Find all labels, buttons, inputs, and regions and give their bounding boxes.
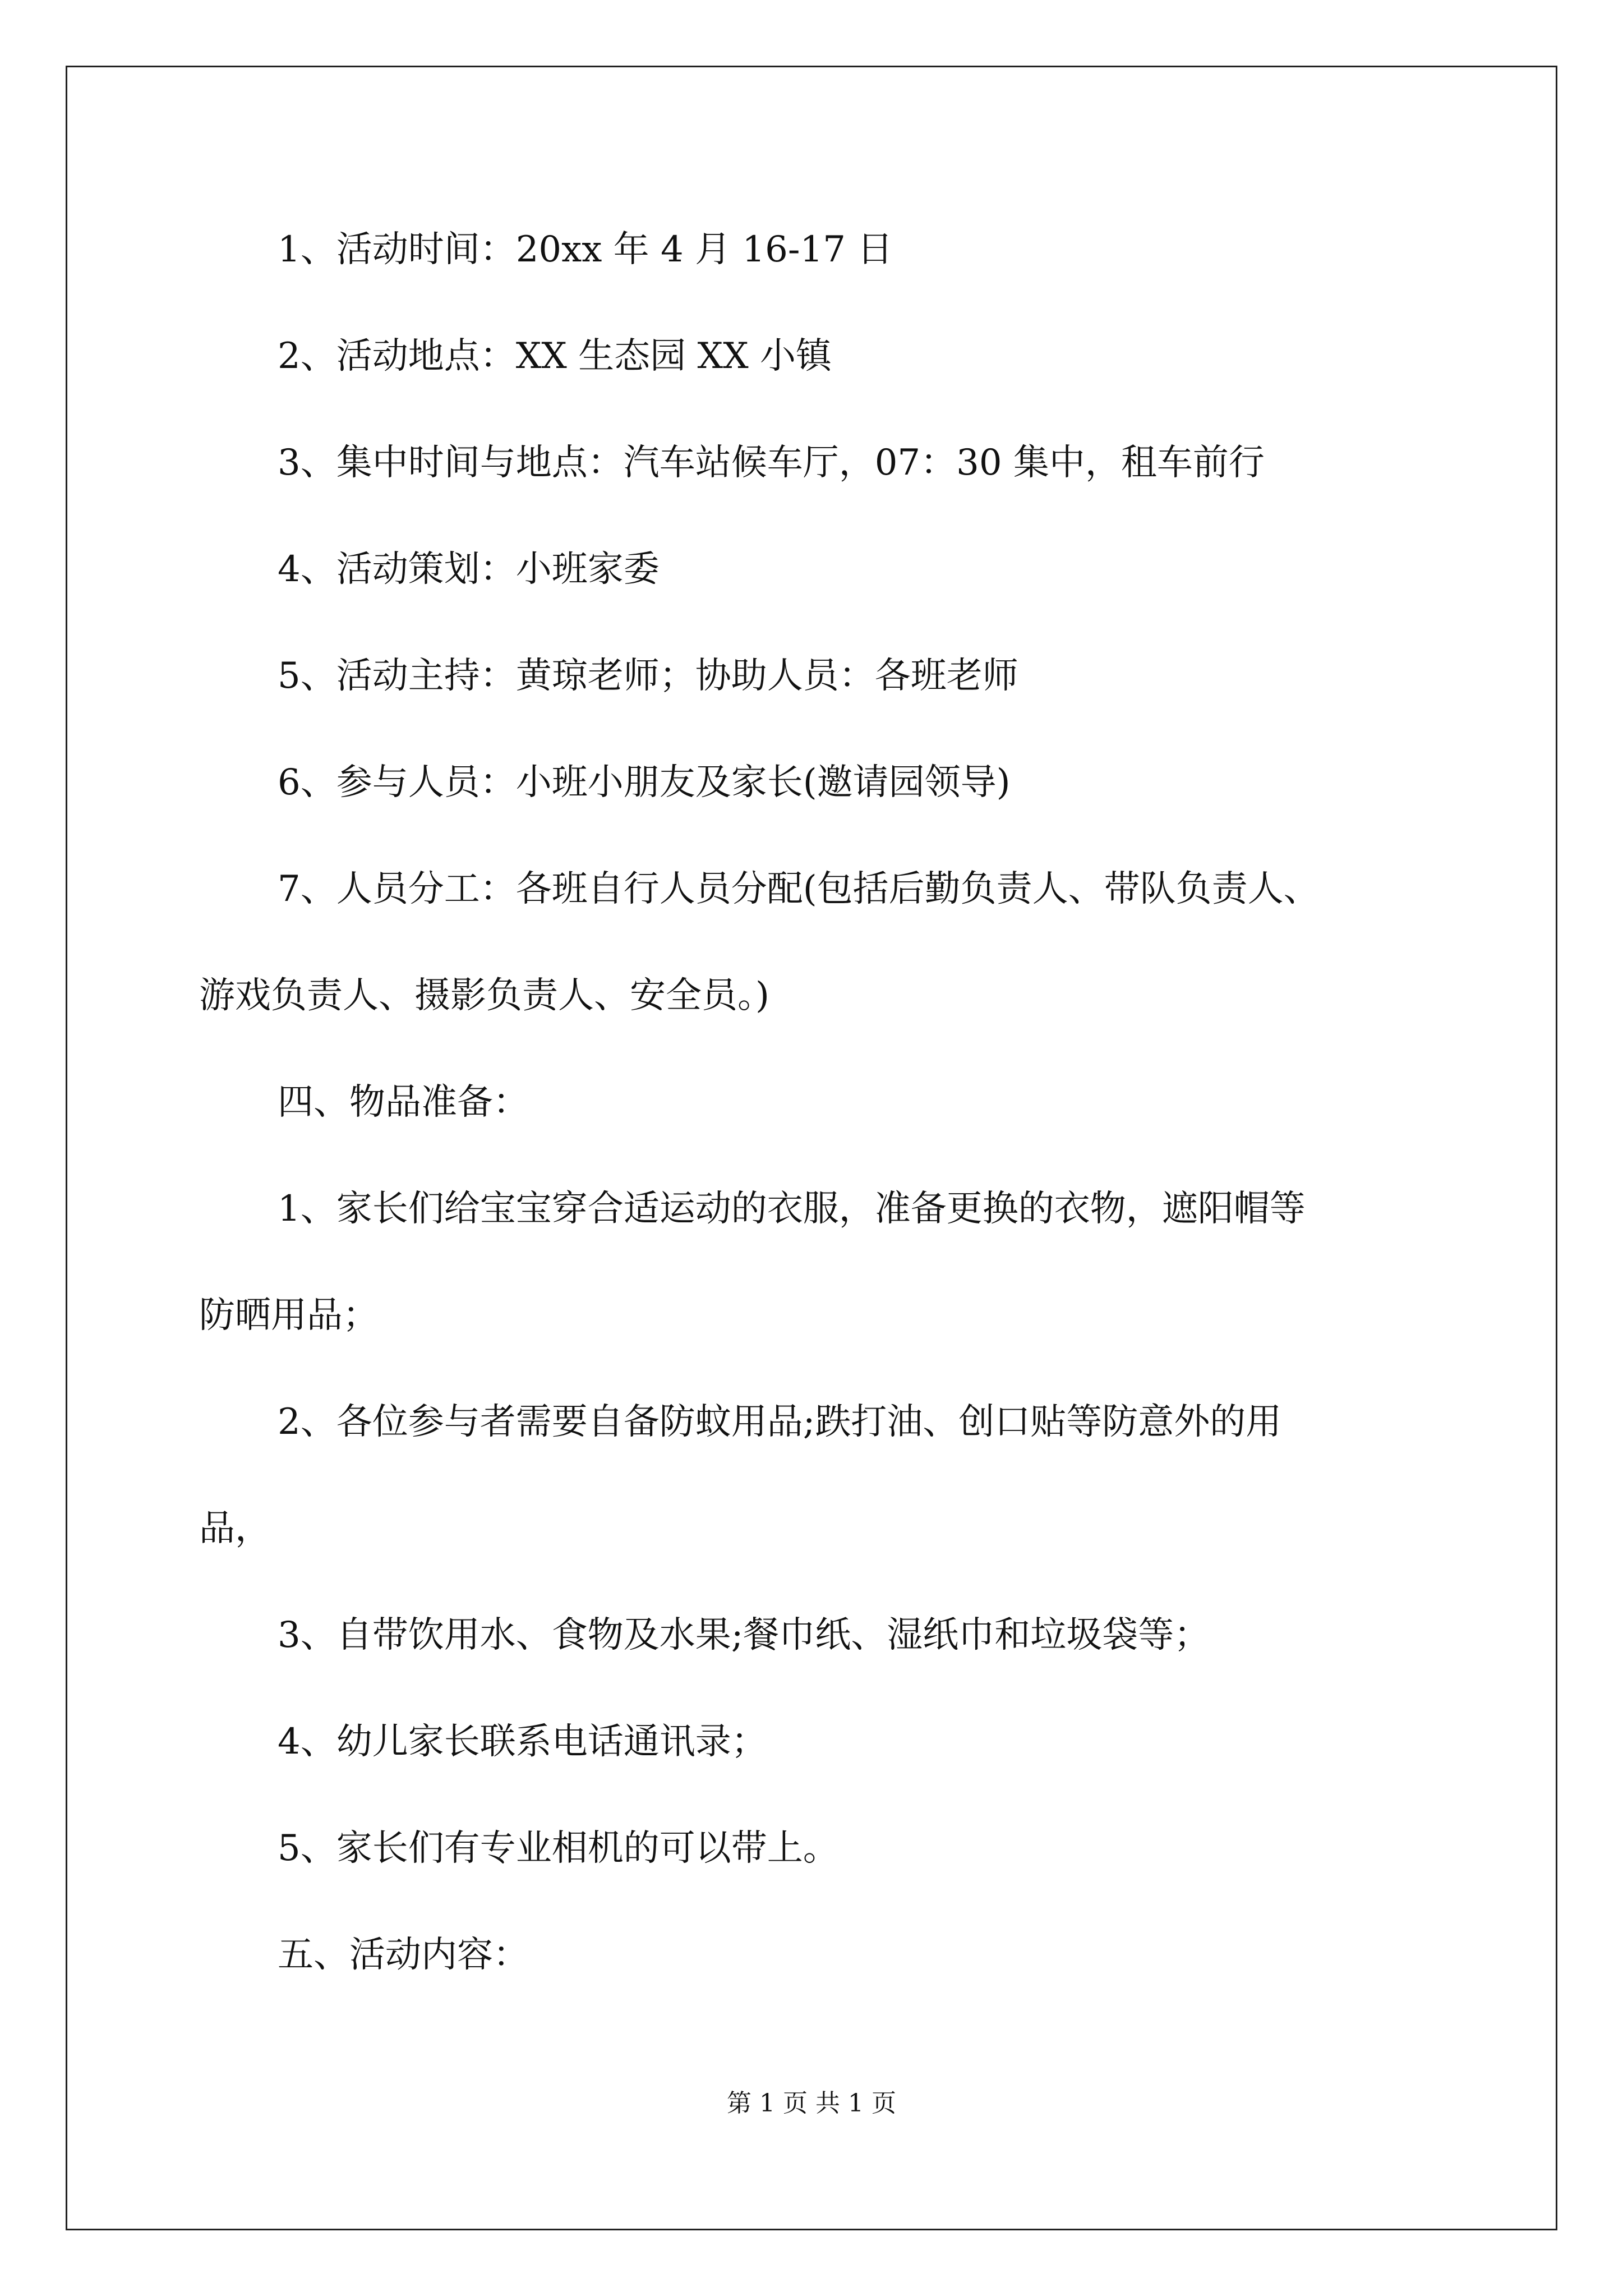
item-activity-planning: 4、活动策划：小班家委 bbox=[278, 549, 660, 590]
supply-item-clothing-cont: 防晒用品； bbox=[199, 1295, 379, 1336]
supply-item-camera: 5、家长们有专业相机的可以带上。 bbox=[278, 1828, 839, 1869]
item-activity-host: 5、活动主持：黄琼老师；协助人员：各班老师 bbox=[278, 655, 1018, 697]
item-division-of-labor-cont: 游戏负责人、摄影负责人、安全员。) bbox=[199, 975, 769, 1016]
supply-item-repellent-cont: 品， bbox=[199, 1508, 271, 1549]
section-heading-supplies: 四、物品准备： bbox=[278, 1082, 529, 1123]
item-division-of-labor: 7、人员分工：各班自行人员分配(包括后勤负责人、带队负责人、 bbox=[278, 868, 1320, 910]
supply-item-repellent: 2、各位参与者需要自备防蚊用品;跌打油、创口贴等防意外的用 bbox=[278, 1401, 1282, 1443]
supply-item-contacts: 4、幼儿家长联系电话通讯录； bbox=[278, 1721, 767, 1763]
page-number-footer: 第 1 页 共 1 页 bbox=[727, 2089, 896, 2118]
item-activity-location: 2、活动地点：XX 生态园 XX 小镇 bbox=[278, 335, 832, 377]
supply-item-clothing: 1、家长们给宝宝穿合适运动的衣服，准备更换的衣物，遮阳帽等 bbox=[278, 1188, 1306, 1230]
item-activity-time: 1、活动时间：20xx 年 4 月 16-17 日 bbox=[278, 229, 893, 270]
page-border bbox=[66, 66, 1557, 2230]
supply-item-food: 3、自带饮用水、食物及水果;餐巾纸、湿纸巾和垃圾袋等； bbox=[278, 1614, 1210, 1656]
item-participants: 6、参与人员：小班小朋友及家长(邀请园领导) bbox=[278, 762, 1011, 803]
item-gathering-time-place: 3、集中时间与地点：汽车站候车厅，07：30 集中，租车前行 bbox=[278, 442, 1265, 484]
section-heading-content: 五、活动内容： bbox=[278, 1934, 529, 1976]
